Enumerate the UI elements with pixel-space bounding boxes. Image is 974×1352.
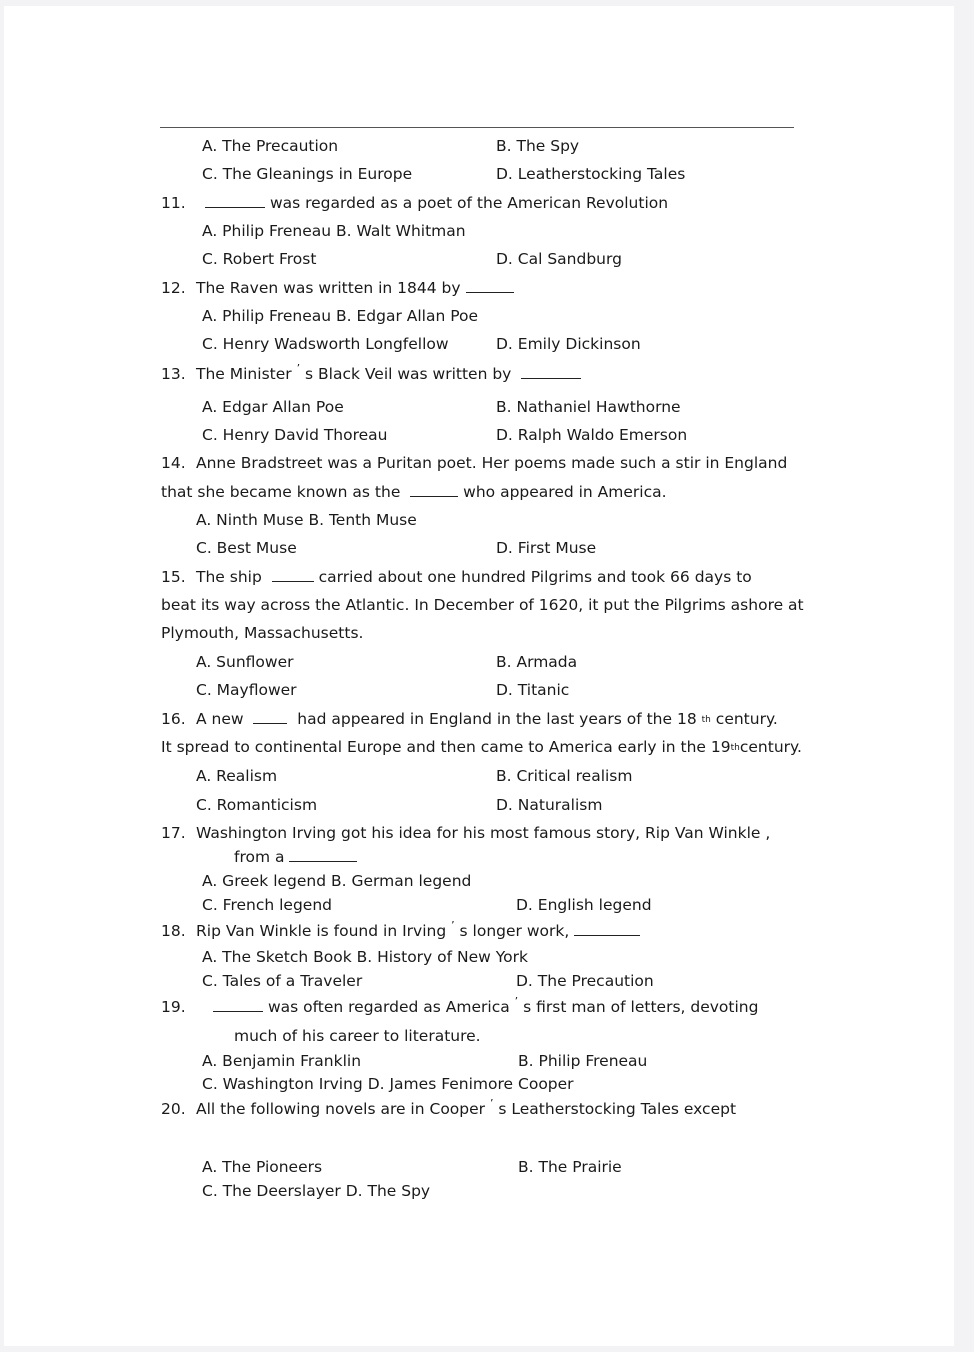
question-text: Rip Van Winkle is found in Irving ’ s longer work, bbox=[196, 921, 640, 943]
option-c: C. The Gleanings in Europe bbox=[202, 165, 413, 183]
option-c: C. Tales of a Traveler bbox=[202, 972, 363, 990]
answer-blank bbox=[289, 847, 357, 862]
option-b: B. Armada bbox=[496, 653, 578, 671]
option-d: D. Leatherstocking Tales bbox=[496, 165, 686, 183]
option-d: D. Emily Dickinson bbox=[496, 335, 641, 353]
question-number: 13. bbox=[161, 365, 186, 383]
answer-blank bbox=[410, 482, 458, 497]
option-b: B. Nathaniel Hawthorne bbox=[496, 398, 681, 416]
question-text: The Minister ’ s Black Veil was written by bbox=[196, 364, 581, 386]
option-a: A. Edgar Allan Poe bbox=[202, 398, 344, 416]
option-d: D. Naturalism bbox=[496, 796, 603, 814]
question-text: Anne Bradstreet was a Puritan poet. Her poems made such a stir in England bbox=[196, 454, 788, 472]
question-text: The ship carried about one hundred Pilgrims and took 66 days to bbox=[196, 568, 752, 586]
answer-blank bbox=[205, 193, 265, 208]
option-cd: C. The Deerslayer D. The Spy bbox=[202, 1182, 431, 1200]
option-c: C. Best Muse bbox=[196, 539, 297, 557]
answer-blank bbox=[574, 921, 640, 936]
question-text-continued: much of his career to literature. bbox=[234, 1027, 481, 1045]
option-c: C. Robert Frost bbox=[202, 250, 317, 268]
option-d: D. Ralph Waldo Emerson bbox=[496, 426, 688, 444]
option-a: A. The Precaution bbox=[202, 137, 339, 155]
option-b: B. Critical realism bbox=[496, 767, 633, 785]
option-c: C. Henry David Thoreau bbox=[202, 426, 388, 444]
question-number: 19. bbox=[161, 998, 186, 1016]
option-d: D. English legend bbox=[516, 896, 652, 914]
question-number: 14. bbox=[161, 454, 186, 472]
option-ab: A. Philip Freneau B. Edgar Allan Poe bbox=[202, 307, 479, 325]
header-rule bbox=[160, 127, 794, 128]
option-a: A. Sunflower bbox=[196, 653, 294, 671]
question-text-continued: beat its way across the Atlantic. In December of 1620, it put the Pilgrims ashore at bbox=[161, 596, 804, 614]
option-c: C. Henry Wadsworth Longfellow bbox=[202, 335, 449, 353]
question-number: 18. bbox=[161, 922, 186, 940]
option-cd: C. Washington Irving D. James Fenimore Cooper bbox=[202, 1075, 574, 1093]
question-text: Washington Irving got his idea for his most famous story, Rip Van Winkle , bbox=[196, 824, 771, 842]
option-d: D. First Muse bbox=[496, 539, 597, 557]
question-text: A new had appeared in England in the last years of the 18 $^{th}$ century. bbox=[196, 710, 778, 728]
question-number: 17. bbox=[161, 824, 186, 842]
question-number: 11. bbox=[161, 194, 186, 212]
option-d: D. Cal Sandburg bbox=[496, 250, 622, 268]
option-b: B. The Spy bbox=[496, 137, 580, 155]
answer-blank bbox=[521, 364, 581, 379]
answer-blank bbox=[213, 997, 263, 1012]
option-b: B. The Prairie bbox=[518, 1158, 622, 1176]
question-text: All the following novels are in Cooper ’ s Leatherstocking Tales except bbox=[196, 1097, 737, 1118]
option-a: A. Benjamin Franklin bbox=[202, 1052, 362, 1070]
option-c: C. French legend bbox=[202, 896, 333, 914]
question-text-continued: that she became known as the who appeared in America. bbox=[161, 483, 667, 501]
question-text-continued: Plymouth, Massachusetts. bbox=[161, 624, 364, 642]
option-b: B. Philip Freneau bbox=[518, 1052, 648, 1070]
question-text-continued: from a bbox=[234, 847, 357, 867]
answer-blank bbox=[466, 278, 514, 293]
option-c: C. Mayflower bbox=[196, 681, 297, 699]
answer-blank bbox=[253, 709, 287, 724]
option-c: C. Romanticism bbox=[196, 796, 318, 814]
option-a: A. The Pioneers bbox=[202, 1158, 323, 1176]
option-ab: A. The Sketch Book B. History of New York bbox=[202, 948, 528, 966]
answer-blank bbox=[272, 567, 314, 582]
option-d: D. Titanic bbox=[496, 681, 570, 699]
question-number: 12. bbox=[161, 279, 186, 297]
option-a: A. Realism bbox=[196, 767, 278, 785]
question-text: The Raven was written in 1844 by bbox=[196, 278, 514, 298]
option-ab: A. Philip Freneau B. Walt Whitman bbox=[202, 222, 466, 240]
question-number: 16. bbox=[161, 710, 186, 728]
option-d: D. The Precaution bbox=[516, 972, 654, 990]
question-text: was regarded as a poet of the American Revolution bbox=[205, 193, 668, 213]
option-ab: A. Ninth Muse B. Tenth Muse bbox=[196, 511, 417, 529]
question-text-continued: It spread to continental Europe and then came to America early in the 19thcentury. bbox=[161, 738, 802, 756]
option-ab: A. Greek legend B. German legend bbox=[202, 872, 472, 890]
question-number: 15. bbox=[161, 568, 186, 586]
question-text: was often regarded as America ’ s first man of letters, devoting bbox=[213, 997, 758, 1019]
question-number: 20. bbox=[161, 1100, 186, 1118]
